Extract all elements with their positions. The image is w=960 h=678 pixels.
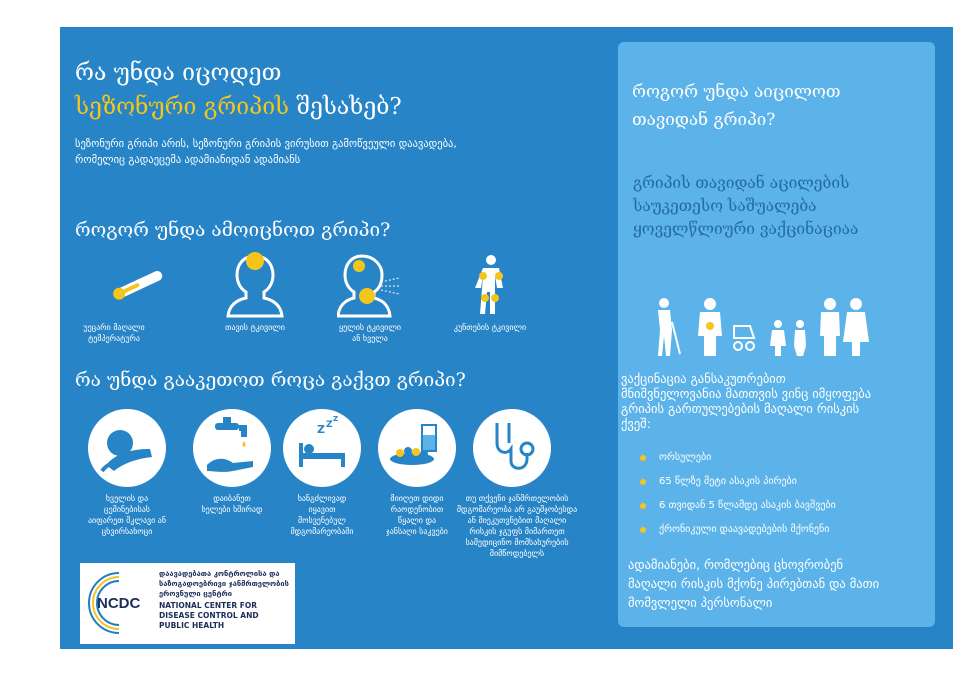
svg-text:Z: Z [333,415,339,423]
symptom-label-fever: უეცარი მაღალი ტემპერატურა [83,323,145,343]
symptom-label-muscle: კუნთების ტკივილი [453,323,527,332]
action-circle-food [378,409,456,487]
action-label-cover: ხველის და ცემინებისას აიფარეთ მკლავი ან ცხვირსახოცი [87,494,167,536]
action-circle-rest [283,409,361,487]
main-title-line1: რა უნდა იცოდეთ [75,60,282,86]
vaccination-text: ვაქცინაცია განსაკუთრებით მნიშვნელოვანია მათთვის ვინც იმყოფება გრიპის გართულებების მაღალი რისკის ქვეშ: [621,371,872,431]
main-title-line2 [75,92,402,122]
symptoms-heading: როგორ უნდა ამოიცნოთ გრიპი? [75,219,391,241]
main-title-highlight: სეზონური გრიპის [75,94,290,120]
intro-text-line2: რომელიც გადაეცემა ადამიანიდან ადამიანს [75,154,301,166]
action-circle-doctor [473,409,551,487]
list-item: 6 თვიდან 5 წლამდე ასაკის ბავშვები [638,494,836,518]
ncdc-logo-emblem [83,567,155,639]
symptom-label-throat: ყელის ტკივილი ან ხველა [339,323,401,343]
action-label-food: მიიღეთ დიდი რაოდენობით წყალი და ჯანსაღი საკვები [386,494,448,536]
action-circle-wash [193,409,271,487]
muscle-icon [473,254,509,316]
action-circle-cover [88,409,166,487]
caregivers-text: ადამიანები, რომლებიც ცხოვრობენ მაღალი რისკის მქონე პირებთან და მათი მომვლელი პერსონალი [628,557,880,610]
svg-text:Z: Z [317,423,325,436]
intro-text-line1: სეზონური გრიპი არის, სეზონური გრიპის ვირუსით გამოწვეული დაავადება, [75,138,457,150]
bed-rest-icon [283,409,361,487]
panel-callout: გრიპის თავიდან აცილების საუკეთესო საშუალება ყოველწლიური ვაქცინაციაა [633,174,859,238]
action-label-wash: დაიბანეთ ხელები ხშირად [201,494,263,514]
ncdc-logo-text: დაავადებათა კონტროლისა და საზოგადოებრივი ჯანმრთელობის ეროვნული ცენტრი NATIONAL CENTER FOR DISEASE CONTROL AND PUBLIC HEALTH [159,569,289,630]
symptom-label-headache: თავის ტკივილი [225,323,285,332]
list-item: ორსულები [638,446,836,470]
svg-text:Z: Z [326,420,333,430]
handwash-icon [193,409,271,487]
stethoscope-icon [473,409,551,487]
ncdc-logo [80,563,295,644]
food-water-icon [378,409,456,487]
actions-heading: რა უნდა გააკეთოთ როცა გაქვთ გრიპი? [75,369,466,391]
action-label-rest: ხანგძლივად იყავით მოსვენებულ მდგომარეობაში [290,494,354,536]
thermometer-icon [108,266,172,302]
sneeze-icon [88,409,166,487]
list-item: ქრონიკული დაავადებების მქონენი [638,518,836,542]
action-label-doctor: თუ თქვენი ჯანმრთელობის მდგომარეობა არ გაუმჯობესდა ან მიეკუთვნებით მაღალი რისკის ჯგუფს მიმართეთ სამედიცინო მომსახურების მიმწოდებელს [456,494,578,558]
head-icon [226,252,284,318]
throat-icon [337,252,403,318]
main-title-rest: შესახებ? [289,94,402,120]
family-icon [650,296,872,358]
ncdc-logo-abbr: NCDC [97,595,141,612]
panel-title: როგორ უნდა აიცილოთ თავიდან გრიპი? [632,82,841,130]
risk-group-list [638,446,836,542]
list-item: 65 წლზე მეტი ასაკის პირები [638,470,836,494]
